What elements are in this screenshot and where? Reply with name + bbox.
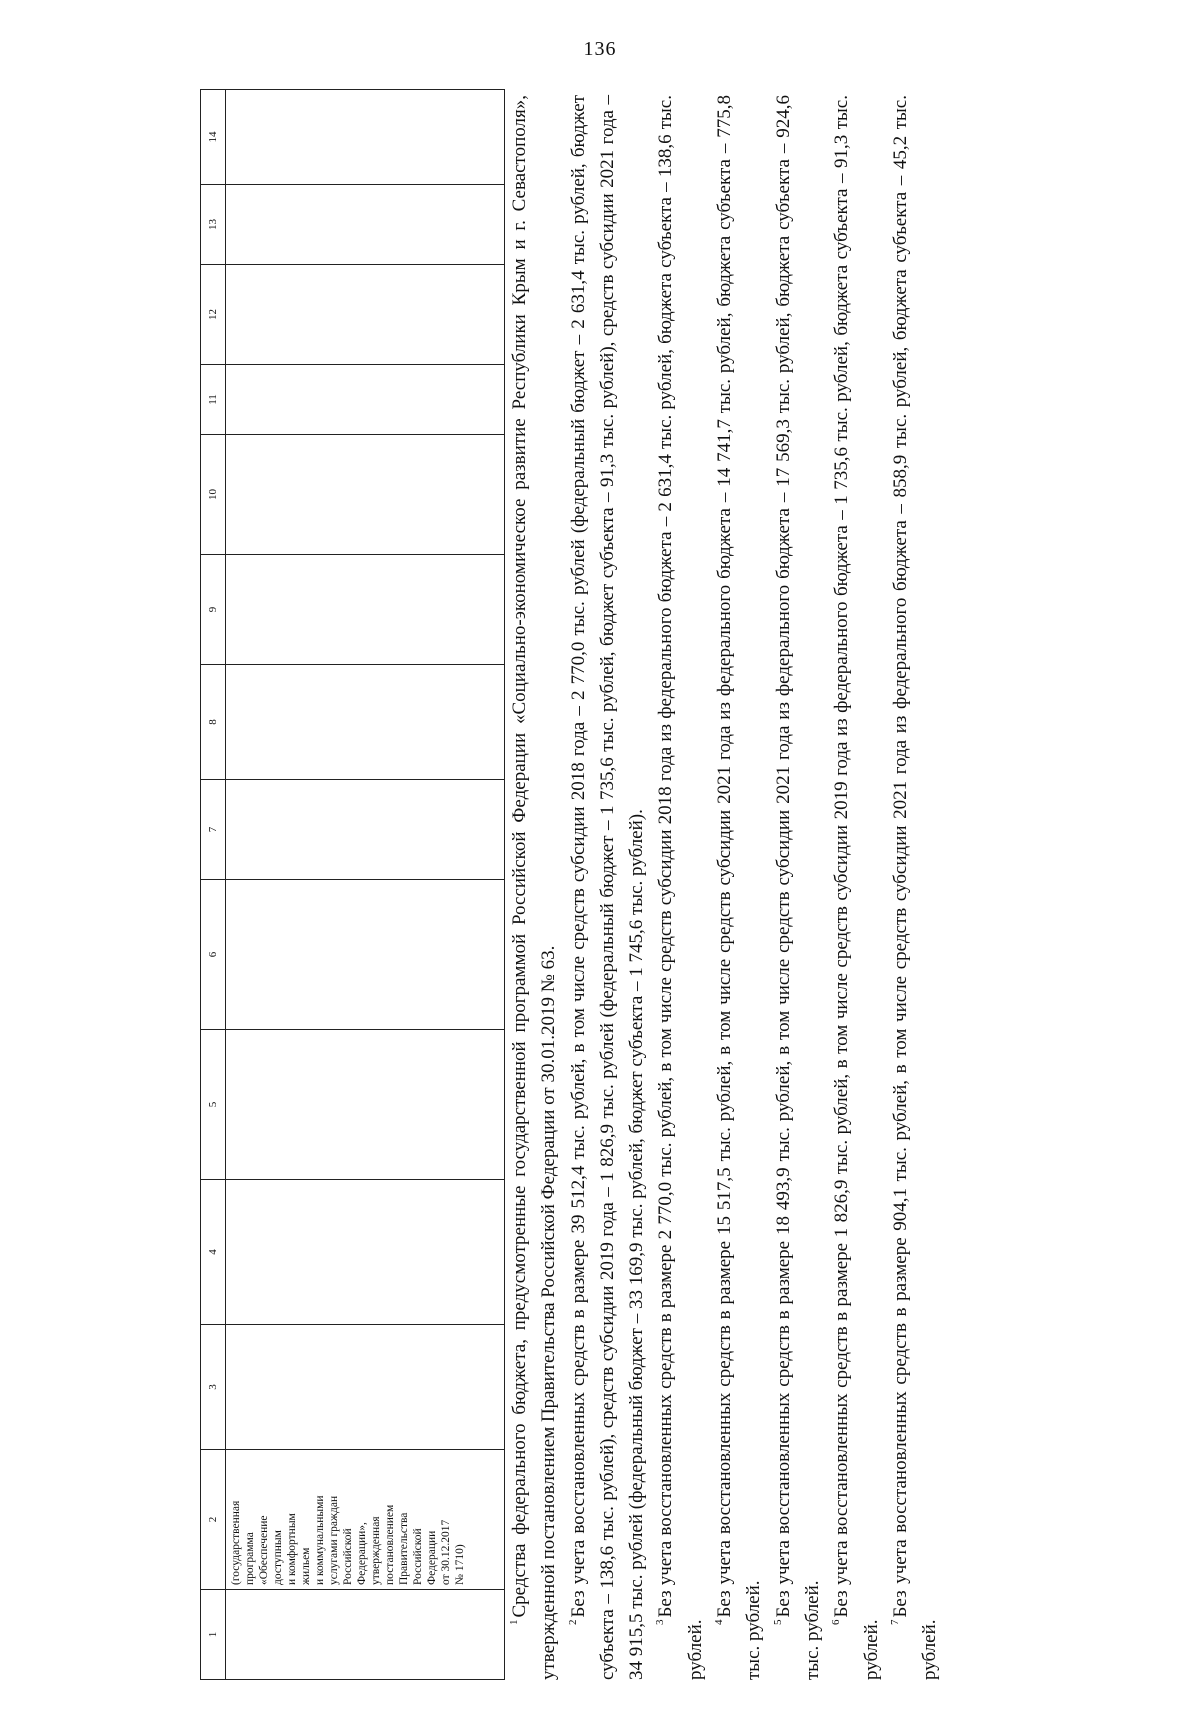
program-line: услугами граждан (328, 1495, 340, 1585)
table-cell (226, 90, 505, 185)
program-line: и комфортным (286, 1513, 298, 1585)
table-cell (226, 435, 505, 555)
table-cell (226, 555, 505, 665)
column-header: 13 (201, 185, 226, 265)
column-header: 12 (201, 265, 226, 365)
column-header: 3 (201, 1325, 226, 1450)
column-header: 1 (201, 1590, 226, 1680)
program-line: Российской (342, 1528, 354, 1585)
column-header: 4 (201, 1180, 226, 1325)
footnote-text: Без учета восстановленных средств в размере 904,1 тыс. рублей, в том числе средств субсидии 2021 года из федерального бюджета – 858,9 тыс. рублей, бюджета субъекта – 45,2 тыс. рублей. (889, 95, 941, 1680)
footnote-mark: 6 (830, 1619, 843, 1625)
table-cell (226, 665, 505, 780)
program-line: постановлением (384, 1504, 396, 1585)
column-header: 14 (201, 90, 226, 185)
program-line: «Обеспечение (258, 1515, 270, 1585)
footnote-mark: 2 (566, 1619, 579, 1625)
table-cell (226, 1030, 505, 1180)
footnote (505, 95, 564, 1680)
column-header: 5 (201, 1030, 226, 1180)
footnote (827, 95, 886, 1680)
footnote-mark: 3 (654, 1619, 667, 1625)
landscape-sheet (200, 80, 1200, 1680)
column-header: 7 (201, 780, 226, 880)
footnotes (505, 95, 944, 1680)
table-cell (226, 185, 505, 265)
program-line: (государственная (230, 1500, 242, 1585)
table-cell (226, 365, 505, 435)
footnote-mark: 1 (508, 1619, 520, 1625)
program-line: Федерации», (356, 1522, 368, 1585)
footnote (564, 95, 652, 1680)
column-header: 2 (201, 1450, 226, 1590)
footnote (651, 95, 710, 1680)
table-cell (226, 1180, 505, 1325)
column-header: 10 (201, 435, 226, 555)
table-cell (226, 1325, 505, 1450)
table-row (226, 90, 505, 1680)
program-name-cell (226, 1450, 505, 1590)
program-line: и коммунальными (314, 1495, 326, 1585)
page-number: 136 (583, 38, 617, 60)
footnote (769, 95, 828, 1680)
program-line: Российской (412, 1528, 424, 1585)
column-header: 6 (201, 880, 226, 1030)
column-header: 9 (201, 555, 226, 665)
footnote-mark: 7 (888, 1619, 901, 1625)
footnote-text: Без учета восстановленных средств в размере 1 826,9 тыс. рублей, в том числе средств субсидии 2019 года из федерального бюджета – 1 735,6 тыс. рублей, бюджета субъекта – 91,3 тыс. рублей. (831, 95, 882, 1680)
program-line: доступным (272, 1530, 284, 1585)
footnote-mark: 4 (713, 1619, 726, 1625)
column-header: 8 (201, 665, 226, 780)
column-header: 11 (201, 365, 226, 435)
program-line: Правительства (398, 1512, 410, 1585)
table-cell (226, 1590, 505, 1680)
program-line: № 1710) (454, 1544, 466, 1585)
program-line: от 30.12.2017 (440, 1519, 452, 1585)
budget-table (200, 89, 505, 1680)
footnote (886, 95, 945, 1680)
footnote-text: Без учета восстановленных средств в размере 15 517,5 тыс. рублей, в том числе средств субсидии 2021 года из федерального бюджета – 14 741,7 тыс. рублей, бюджета субъекта – 775,8 тыс. рублей. (714, 95, 765, 1680)
footnote (710, 95, 769, 1680)
program-line: жильем (300, 1547, 312, 1585)
program-line: программа (244, 1532, 256, 1585)
program-line: Федерации (426, 1530, 438, 1585)
footnote-text: Без учета восстановленных средств в размере 2 770,0 тыс. рублей, в том числе средств субсидии 2018 года из федерального бюджета – 2 631,4 тыс. рублей, бюджета субъекта – 138,6 тыс. рублей. (655, 95, 706, 1680)
footnote-mark: 5 (771, 1619, 784, 1625)
program-line: утвержденная (370, 1516, 382, 1585)
footnote-text: Без учета восстановленных средств в размере 39 512,4 тыс. рублей, в том числе средств субсидии 2018 года – 2 770,0 тыс. рублей (федеральный бюджет – 2 631,4 тыс. рублей, бюджет субъекта – 138,6 тыс. рублей), средств субсидии 2019 года – 1 826,9 тыс. рублей (федеральный бюджет – 1 735,6 тыс. рублей, бюджет субъекта – 91,3 тыс. рублей), средств субсидии 2021 года – 34 915,5 тыс. рублей (федеральный бюджет – 33 169,9 тыс. рублей, бюджет субъекта – 1 745,6 тыс. рублей). (567, 95, 648, 1680)
table-cell (226, 780, 505, 880)
table-header-row (201, 90, 226, 1680)
footnote-text: Средства федерального бюджета, предусмотренные государственной программой Российской Федерации «Социально-экономическое развитие Республики Крым и г. Севастополя», утвержденной постановлением Правительства Российской Федерации от 30.01.2019 № 63. (509, 95, 560, 1680)
table-cell (226, 265, 505, 365)
table-cell (226, 880, 505, 1030)
footnote-text: Без учета восстановленных средств в размере 18 493,9 тыс. рублей, в том числе средств субсидии 2021 года из федерального бюджета – 17 569,3 тыс. рублей, бюджета субъекта – 924,6 тыс. рублей. (772, 95, 823, 1680)
